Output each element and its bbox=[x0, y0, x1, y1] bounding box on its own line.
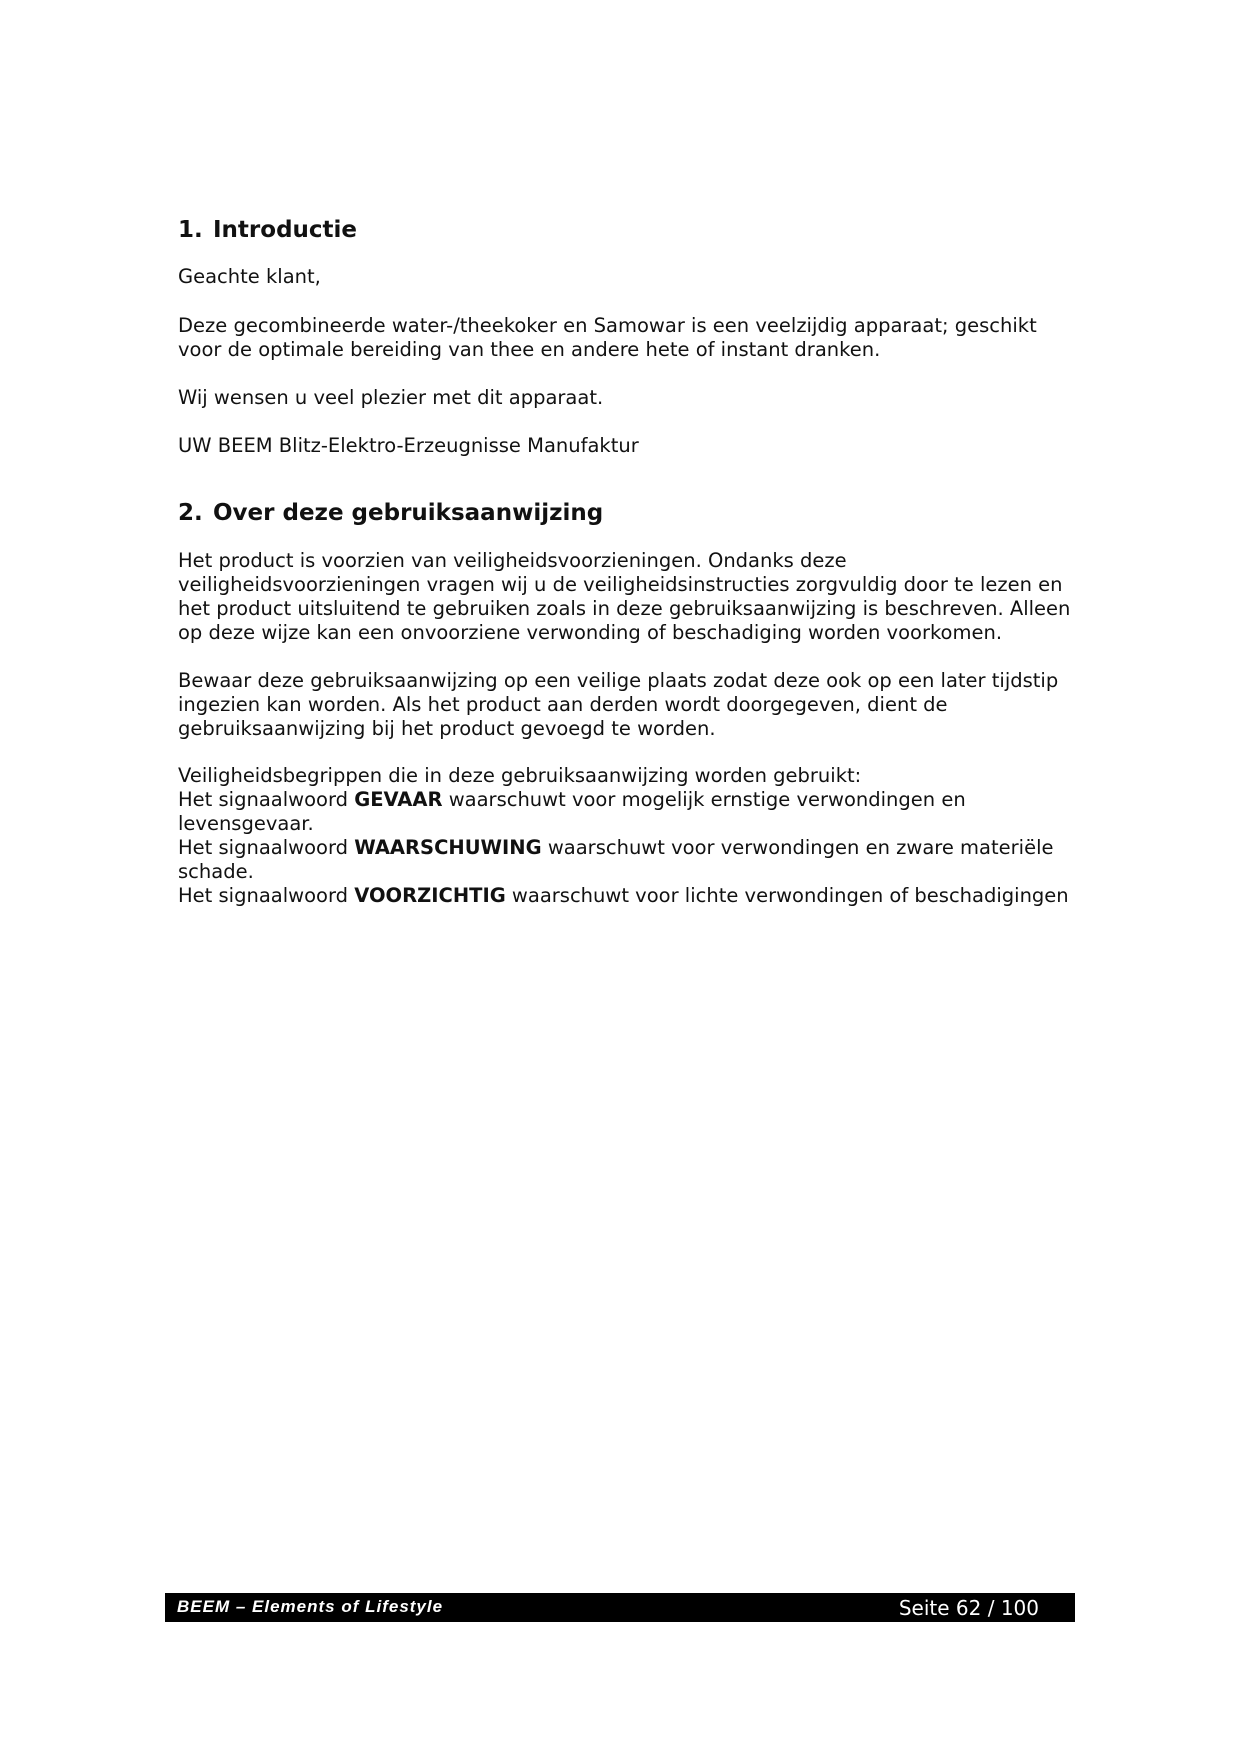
greeting: Geachte klant, bbox=[178, 265, 321, 288]
term-prefix: Het signaalwoord bbox=[178, 836, 355, 859]
section-2-heading bbox=[178, 500, 603, 526]
section-2-title: Over deze gebruiksaanwijzing bbox=[213, 500, 604, 526]
section-2-number: 2. bbox=[178, 500, 203, 526]
storage-paragraph: Bewaar deze gebruiksaanwijzing op een veilige plaats zodat deze ook op een later tijdstip ingezien kan worden. Als het product aan derden wordt doorgegeven, dient de gebruiksaanwijzing bij het product gevoegd te worden. bbox=[178, 669, 1059, 740]
term-word: WAARSCHUWING bbox=[354, 836, 542, 859]
safety-paragraph: Het product is voorzien van veiligheidsvoorzieningen. Ondanks deze veiligheidsvoorzieningen vragen wij u de veiligheidsinstructies zorgvuldig door te lezen en het product uitsluitend te gebruiken zoals in deze gebruiksaanwijzing is beschreven. Alleen op deze wijze kan een onvoorziene verwonding of beschadiging worden voorkomen. bbox=[178, 549, 1071, 644]
term-prefix: Het signaalwoord bbox=[178, 788, 355, 811]
signal-words-block bbox=[178, 764, 1078, 908]
signal-word-gevaar bbox=[178, 788, 1078, 836]
term-suffix: waarschuwt voor verwondingen en zware materiële schade. bbox=[178, 836, 1054, 883]
section-1-heading bbox=[178, 217, 357, 243]
signal-word-voorzichtig bbox=[178, 884, 1078, 908]
footer-brand: BEEM – Elements of Lifestyle bbox=[177, 1597, 444, 1616]
wish-paragraph: Wij wensen u veel plezier met dit apparaat. bbox=[178, 386, 604, 409]
term-word: VOORZICHTIG bbox=[354, 884, 506, 907]
term-word: GEVAAR bbox=[354, 788, 443, 811]
intro-paragraph: Deze gecombineerde water-/theekoker en Samowar is een veelzijdig apparaat; geschikt voor de optimale bereiding van thee en andere hete of instant dranken. bbox=[178, 314, 1037, 361]
term-prefix: Het signaalwoord bbox=[178, 884, 355, 907]
signoff: UW BEEM Blitz-Elektro-Erzeugnisse Manufaktur bbox=[178, 434, 639, 457]
section-1-number: 1. bbox=[178, 217, 203, 243]
page-footer bbox=[165, 1593, 1075, 1622]
signal-words-intro: Veiligheidsbegrippen die in deze gebruiksaanwijzing worden gebruikt: bbox=[178, 764, 862, 787]
signal-word-waarschuwing bbox=[178, 836, 1078, 884]
page-number: Seite 62 / 100 bbox=[898, 1596, 1039, 1620]
term-suffix: waarschuwt voor mogelijk ernstige verwondingen en levensgevaar. bbox=[178, 788, 966, 835]
section-1-title: Introductie bbox=[213, 217, 358, 243]
term-suffix: waarschuwt voor lichte verwondingen of beschadigingen bbox=[505, 884, 1069, 907]
